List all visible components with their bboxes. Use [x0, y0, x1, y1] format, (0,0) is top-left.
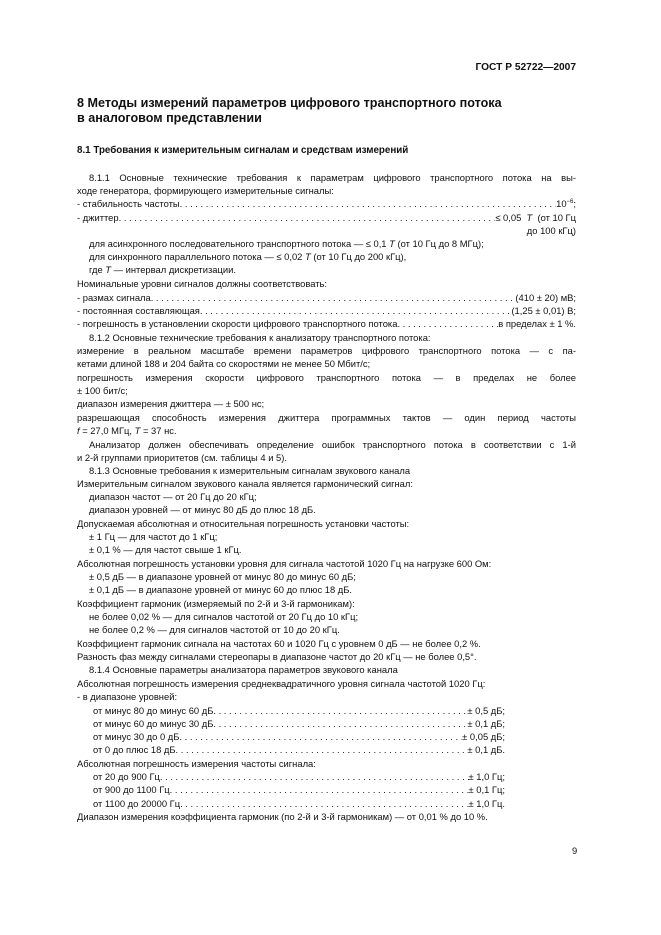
leader-dots: [151, 292, 516, 305]
section-title-line2: в аналоговом представлении: [77, 111, 262, 125]
p813-level-range: диапазон уровней — от минус 80 дБ до плюс 18 дБ.: [89, 504, 316, 515]
level-label: от минус 60 до минус 30 дБ: [93, 718, 214, 729]
p812-title: 8.1.2 Основные технические требования к анализатору транспортного потока:: [89, 332, 431, 343]
nominal-line: Номинальные уровни сигналов должны соответствовать:: [77, 278, 328, 289]
freq-row: [93, 798, 505, 811]
leader-dots: [176, 744, 468, 757]
level-value: ± 0,1 дБ;: [467, 718, 505, 729]
dc-value: (1,25 ± 0,01) В;: [511, 305, 576, 316]
freq-label: от 20 до 900 Гц: [93, 771, 160, 782]
p812-acc-line1: погрешность измерения скорости цифрового транспортного потока — в пределах не более: [77, 372, 576, 383]
p812-an-line2: и 2-й группами приоритетов (см. таблицы 4 и 5).: [77, 452, 287, 463]
subsection-title: 8.1 Требования к измерительным сигналам и средствам измерений: [77, 145, 409, 156]
p812-res-line1: разрешающая способность измерения джиттера программных тактов — один период частоты: [77, 412, 576, 423]
leader-dots: [180, 798, 468, 811]
level-label: от минус 30 до 0 дБ: [93, 731, 180, 742]
page-number: 9: [572, 845, 578, 856]
level-row: [93, 705, 505, 718]
p813-phase: Разность фаз между сигналами стереопары в диапазоне частот до 20 кГц — не более 0,5°.: [77, 651, 477, 662]
freq-label: от 1100 до 20000 Гц: [93, 798, 181, 809]
leader-dots: [119, 212, 496, 225]
freq-value: ± 0,1 Гц;: [468, 784, 505, 795]
standard-header: ГОСТ Р 52722—2007: [475, 62, 576, 73]
level-value: ± 0,1 дБ.: [467, 744, 505, 755]
p813-thd1: не более 0,02 % — для сигналов частотой от 20 Гц до 10 кГц;: [89, 611, 359, 622]
level-value: ± 0,5 дБ;: [467, 705, 505, 716]
rate-error-label: - погрешность в установлении скорости цифрового транспортного потока: [77, 318, 398, 329]
p812-an-line1: Анализатор должен обеспечивать определение ошибок транспортного потока в соответствии с 1-й: [89, 439, 576, 450]
p812-res-line2: f = 27,0 МГц, T = 37 нс.: [77, 425, 177, 436]
leader-dots: [170, 784, 469, 797]
level-value: ± 0,05 дБ;: [462, 731, 505, 742]
p813-harm: Измерительным сигналом звукового канала является гармонический сигнал:: [77, 478, 413, 489]
p813-fe2: ± 0,1 % — для частот свыше 1 кГц.: [89, 544, 242, 555]
p813-fe1: ± 1 Гц — для частот до 1 кГц;: [89, 531, 218, 542]
p813-thd: Коэффициент гармоник (измеряемый по 2-й и 3-й гармоникам):: [77, 598, 355, 609]
p813-freq-error: Допускаемая абсолютная и относительная погрешность установки частоты:: [77, 518, 410, 529]
p813-thd3: Коэффициент гармоник сигнала на частотах 60 и 1020 Гц с уровнем 0 дБ — не более 0,2 %.: [77, 638, 481, 649]
where-line: где T — интервал дискретизации.: [89, 264, 236, 275]
level-row: [93, 744, 505, 757]
rate-error-value: в пределах ± 1 %.: [498, 318, 576, 329]
p812-rt-line1: измерение в реальном масштабе времени параметров цифрового транспортного потока — с па-: [77, 345, 576, 356]
p814-thd-range: Диапазон измерения коэффициента гармоник (по 2-й и 3-й гармоникам) — от 0,01 % до 10 %.: [77, 811, 488, 822]
swing-label: - размах сигнала: [77, 292, 151, 303]
level-label: от 0 до плюс 18 дБ: [93, 744, 176, 755]
p814-in-range: - в диапазоне уровней:: [77, 691, 178, 702]
p812-acc-line2: ± 100 бит/с;: [77, 385, 128, 396]
leader-dots: [397, 318, 498, 331]
rate-error-row: [77, 318, 576, 331]
dc-label: - постоянная составляющая: [77, 305, 200, 316]
p811-line2: ходе генератора, формирующего измерительные сигналы:: [77, 185, 334, 196]
leader-dots: [179, 731, 462, 744]
jitter-label: - джиттер: [77, 212, 119, 223]
stability-label: - стабильность частоты: [77, 198, 180, 209]
level-label: от минус 80 до минус 60 дБ: [93, 705, 214, 716]
freq-row: [93, 771, 505, 784]
leader-dots: [213, 705, 467, 718]
swing-value: (410 ± 20) мВ;: [515, 292, 576, 303]
freq-value: ± 1,0 Гц.: [468, 798, 505, 809]
p813-freq-range: диапазон частот — от 20 Гц до 20 кГц;: [89, 491, 257, 502]
p812-rt-line2: кетами длиной 188 и 204 байта со скоростями не менее 50 Мбит/с;: [77, 358, 371, 369]
p813-le1: ± 0,5 дБ — в диапазоне уровней от минус 80 до минус 60 дБ;: [89, 571, 356, 582]
jitter-row: [77, 212, 576, 225]
leader-dots: [160, 771, 469, 784]
p814-rms: Абсолютная погрешность измерения среднеквадратичного уровня сигнала частотой 1020 Гц:: [77, 678, 486, 689]
p813-le2: ± 0,1 дБ — в диапазоне уровней от минус 60 до плюс 18 дБ.: [89, 584, 353, 595]
p811-line1: 8.1.1 Основные технические требования к параметрам цифрового транспортного потока на вы-: [89, 172, 576, 183]
stability-value: $10^{-6}$;: [556, 198, 576, 209]
p812-jitter-range: диапазон измерения джиттера — ± 500 нс;: [77, 398, 265, 409]
p814-title: 8.1.4 Основные параметры анализатора параметров звукового канала: [89, 664, 398, 675]
p814-freq-meas: Абсолютная погрешность измерения частоты сигнала:: [77, 758, 316, 769]
freq-label: от 900 до 1100 Гц: [93, 784, 170, 795]
sync-line: для синхронного параллельного потока — ≤ 0,02 T (от 10 Гц до 200 кГц),: [89, 251, 407, 262]
stability-row: [77, 198, 576, 211]
jitter-value: ≤ 0,05 T (от 10 Гц: [495, 212, 576, 223]
p813-level-error: Абсолютная погрешность установки уровня для сигнала частотой 1020 Гц на нагрузке 600 Ом:: [77, 558, 492, 569]
dc-row: [77, 305, 576, 318]
leader-dots: [200, 305, 512, 318]
leader-dots: [213, 718, 467, 731]
p813-title: 8.1.3 Основные требования к измерительным сигналам звукового канала: [89, 465, 411, 476]
freq-value: ± 1,0 Гц;: [468, 771, 505, 782]
leader-dots: [180, 198, 556, 211]
swing-row: [77, 292, 576, 305]
jitter-cont: до 100 кГц): [526, 225, 576, 236]
p813-thd2: не более 0,2 % — для сигналов частотой от 10 до 20 кГц.: [89, 624, 340, 635]
level-row: [93, 731, 505, 744]
freq-row: [93, 784, 505, 797]
section-title-line1: 8 Методы измерений параметров цифрового транспортного потока: [77, 96, 502, 110]
async-line: для асинхронного последовательного транспортного потока — ≤ 0,1 T (от 10 Гц до 8 МГц);: [89, 238, 484, 249]
level-row: [93, 718, 505, 731]
